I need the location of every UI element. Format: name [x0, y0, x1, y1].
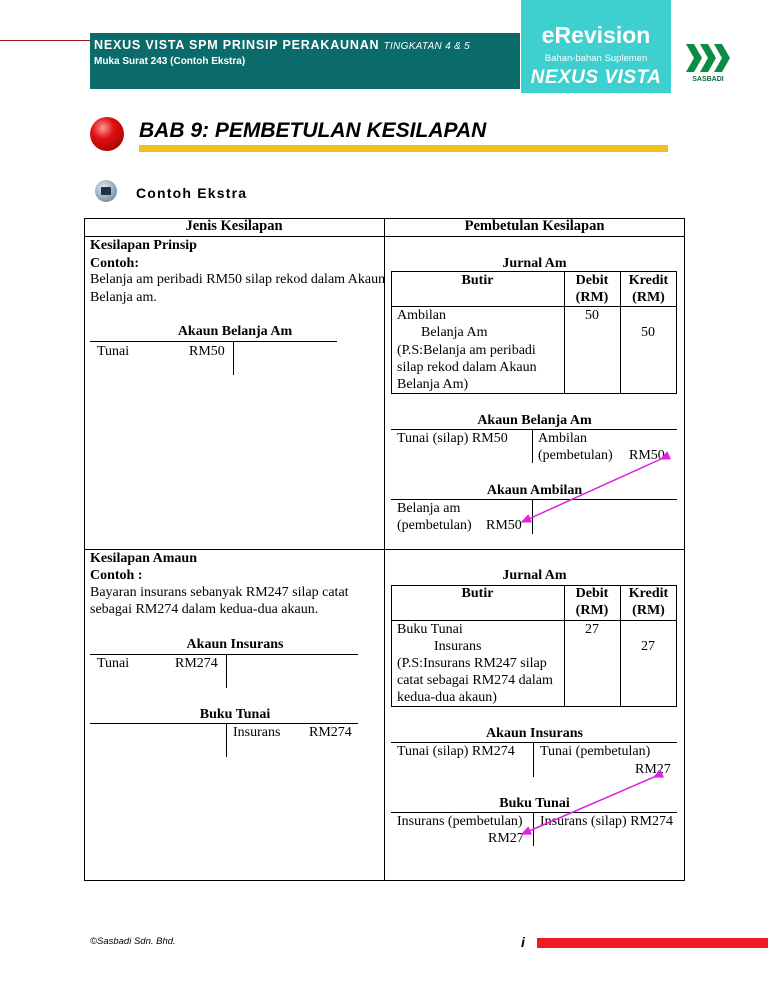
journal-header-debit: Debit	[575, 586, 609, 601]
row2-desc-line2: sebagai RM274 dalam kedua-dua akaun.	[90, 602, 319, 617]
journal-header-debit: Debit	[575, 273, 609, 288]
journal-note-line3: Belanja Am)	[397, 377, 469, 392]
row1-journal-title: Jurnal Am	[502, 256, 567, 271]
journal-line-debit-account: Buku Tunai	[397, 622, 463, 637]
row2-account2-cr-line1: Tunai (pembetulan)	[540, 744, 651, 759]
row2-buku-cr-item: Insurans	[233, 725, 281, 740]
row1-ambilan-title: Akaun Ambilan	[486, 483, 583, 498]
journal-header-kredit-unit: (RM)	[632, 290, 665, 305]
journal-note-line2: catat sebagai RM274 dalam	[397, 673, 553, 688]
row1-account3-dr-line2: (pembetulan)	[397, 518, 472, 533]
column-header-jenis: Jenis Kesilapan	[185, 218, 283, 234]
row2-account2-dr: Tunai (silap) RM274	[397, 744, 515, 759]
journal-kredit-amount: 27	[641, 639, 655, 654]
row1-corrected-account-title: Akaun Belanja Am	[477, 413, 592, 428]
row1-desc-line1: Belanja am peribadi RM50 silap rekod dalam Akaun	[90, 272, 386, 287]
row2-buku-tunai-title: Buku Tunai	[199, 707, 271, 722]
arrow-insurans-to-buku	[522, 777, 654, 834]
journal-debit-amount: 27	[585, 622, 599, 637]
row1-account2-cr-line1: Ambilan	[538, 431, 587, 446]
row1-account3-dr-amount: RM50	[486, 518, 522, 533]
row2-account-dr-amount: RM274	[175, 656, 218, 671]
journal-header-kredit: Kredit	[628, 273, 669, 288]
erevision-brand: eRevision	[541, 22, 651, 48]
row1-account3-dr-line1: Belanja am	[397, 501, 461, 516]
row2-account-dr-item: Tunai	[97, 656, 130, 671]
row1-account2-cr-amount: RM50	[629, 448, 665, 463]
row2-buku-cr-amount: RM274	[309, 725, 352, 740]
journal-line-debit-account: Ambilan	[397, 308, 446, 323]
journal-kredit-amount: 50	[641, 325, 655, 340]
row2-account3-cr: Insurans (silap) RM274	[540, 814, 673, 829]
page-reference: Muka Surat 243 (Contoh Ekstra)	[94, 56, 246, 67]
level-label: TINGKATAN 4 & 5	[383, 41, 470, 52]
journal-line-credit-account: Insurans	[434, 639, 482, 654]
row1-account2-cr-line2: (pembetulan)	[538, 448, 613, 463]
row2-account3-dr-amount: RM27	[488, 831, 524, 846]
journal-header-kredit-unit: (RM)	[632, 603, 665, 618]
row2-account3-dr-line1: Insurans (pembetulan)	[397, 814, 523, 829]
row1-account2-dr: Tunai (silap) RM50	[397, 431, 508, 446]
journal-header-debit-unit: (RM)	[575, 290, 609, 305]
brand-name: NEXUS VISTA	[530, 67, 662, 88]
chapter-title: BAB 9: PEMBETULAN KESILAPAN	[139, 119, 487, 142]
journal-debit-amount: 50	[585, 308, 599, 323]
row2-account2-cr-amount: RM27	[635, 762, 671, 777]
row2-journal-title: Jurnal Am	[502, 568, 567, 583]
row1-heading: Kesilapan Prinsip	[90, 238, 197, 253]
footer-red-bar	[537, 938, 768, 948]
row1-account-title: Akaun Belanja Am	[177, 324, 293, 339]
journal-line-credit-account: Belanja Am	[421, 325, 488, 340]
row2-heading: Kesilapan Amaun	[90, 551, 197, 566]
copyright: ©Sasbadi Sdn. Bhd.	[90, 936, 176, 947]
column-header-pembetulan: Pembetulan Kesilapan	[464, 218, 605, 234]
section-title: Contoh Ekstra	[136, 185, 248, 201]
row2-desc-line1: Bayaran insurans sebanyak RM247 silap catat	[90, 585, 349, 600]
row2-buku-tunai-corrected-title: Buku Tunai	[499, 796, 570, 811]
row2-corrected-account-title: Akaun Insurans	[486, 726, 583, 741]
arrow-ambilan-to-belanja	[522, 459, 661, 522]
journal-note-line3: kedua-dua akaun)	[397, 690, 497, 705]
row1-desc-line2: Belanja am.	[90, 290, 157, 305]
journal-header-debit-unit: (RM)	[575, 603, 609, 618]
publisher-logo-text: SASBADI	[692, 76, 724, 83]
brand-subtitle: Bahan-bahan Suplemen	[544, 53, 648, 64]
row2-account-title: Akaun Insurans	[186, 637, 284, 652]
journal-header-butir: Butir	[461, 273, 494, 288]
journal-note-line2: silap rekod dalam Akaun	[397, 360, 537, 375]
series-title: NEXUS VISTA SPM PRINSIP PERAKAUNAN TINGKATAN 4 & 5	[94, 38, 470, 52]
row2-contoh: Contoh :	[90, 568, 143, 583]
journal-note-line1: (P.S:Insurans RM247 silap	[397, 656, 547, 671]
journal-header-butir: Butir	[461, 586, 494, 601]
row1-contoh: Contoh:	[90, 256, 140, 271]
journal-note-line1: (P.S:Belanja am peribadi	[397, 343, 536, 358]
page-number: i	[521, 934, 525, 950]
row1-account-dr-item: Tunai	[97, 344, 130, 359]
journal-header-kredit: Kredit	[628, 586, 669, 601]
row1-account-dr-amount: RM50	[189, 344, 225, 359]
